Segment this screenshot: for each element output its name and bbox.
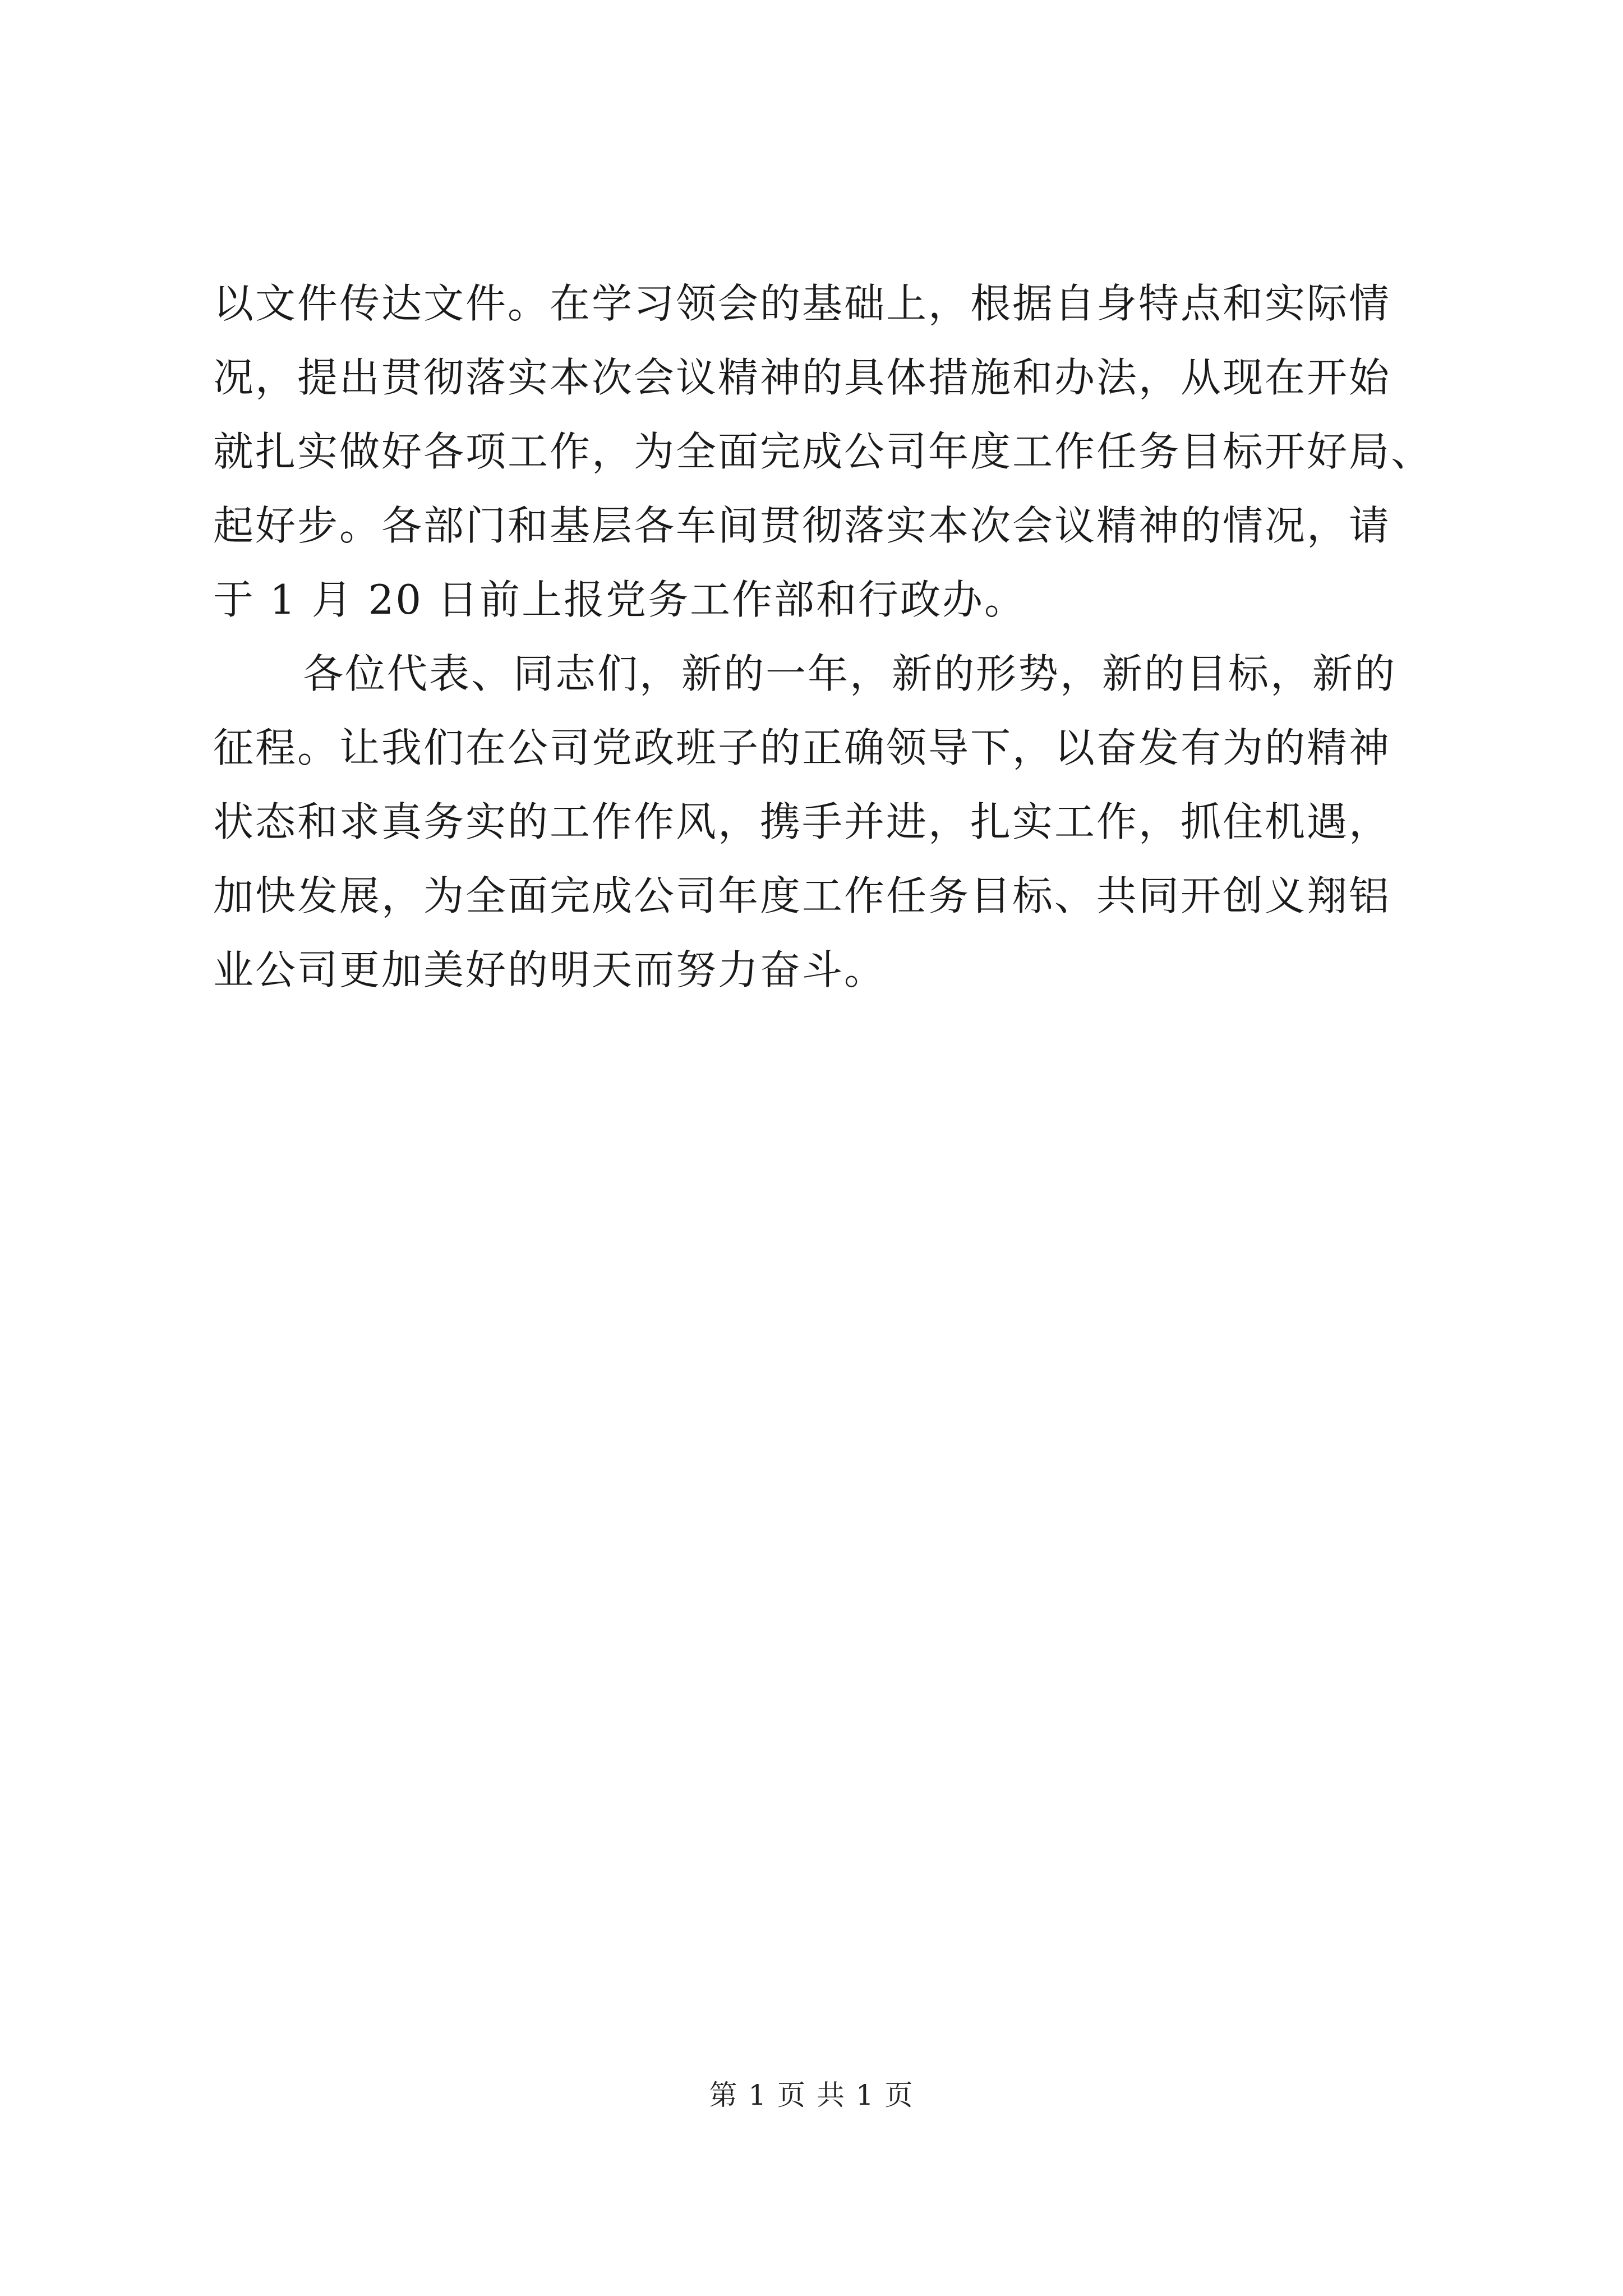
paragraph-1-line: 况，提出贯彻落实本次会议精神的具体措施和办法，从现在开始 [213,354,1391,401]
paragraph-2-line: 各位代表、同志们，新的一年，新的形势，新的目标，新的 [303,650,1397,697]
paragraph-1-line: 以文件传达文件。在学习领会的基础上，根据自身特点和实际情 [213,280,1391,327]
document-body [213,266,1520,1007]
page-number-footer: 第 1 页 共 1 页 [709,2079,914,2111]
paragraph-1-line: 就扎实做好各项工作，为全面完成公司年度工作任务目标开好局、 [213,428,1433,475]
paragraph-2-line: 征程。让我们在公司党政班子的正确领导下，以奋发有为的精神 [213,724,1391,771]
paragraph-2-line: 业公司更加美好的明天而努力奋斗。 [213,946,887,993]
paragraph-1-line: 起好步。各部门和基层各车间贯彻落实本次会议精神的情况，请 [213,502,1391,549]
paragraph-1-line: 于 1 月 20 日前上报党务工作部和行政办。 [213,576,1026,623]
paragraph-2-line: 加快发展，为全面完成公司年度工作任务目标、共同开创义翔铝 [213,872,1391,919]
paragraph-2-line: 状态和求真务实的工作作风，携手并进，扎实工作，抓住机遇， [213,798,1391,845]
